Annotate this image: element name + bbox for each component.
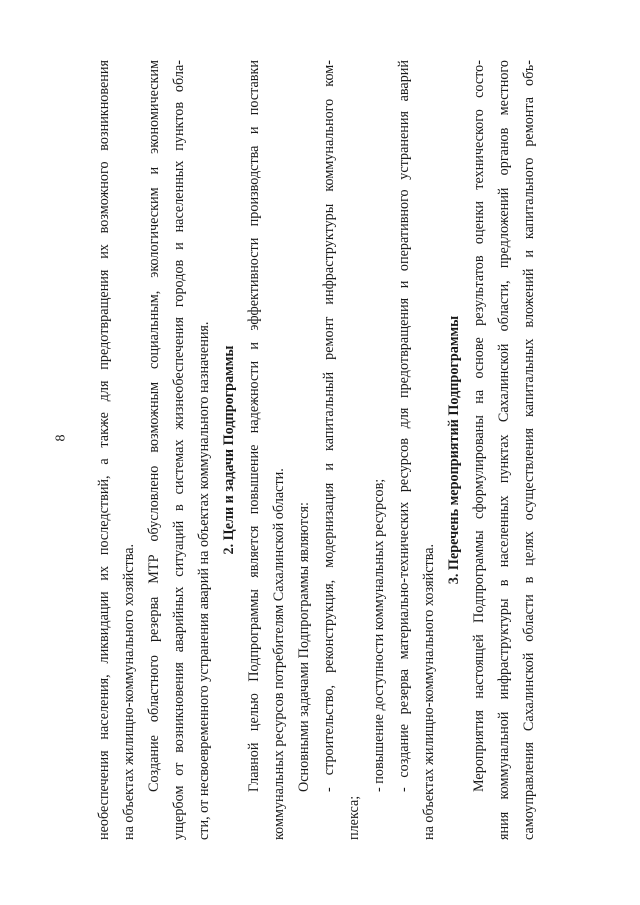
paragraph-line: ущербом от возникновения аварийных ситуаций в системах жизнеобеспечения городов и населенных пунктов обла- [171, 60, 187, 840]
list-item-line: - создание резерва материально-технических ресурсов для предотвращения и оперативного устранения аварий [396, 60, 412, 792]
list-item-line: на объектах жилищно-коммунального хозяйства. [421, 543, 437, 840]
paragraph-line: сти, от несвоевременного устранения аварий на объектах коммунального назначения. [196, 321, 212, 840]
list-item-line: плекса; [346, 795, 362, 840]
rotated-text-body [92, 60, 572, 840]
paragraph-line: коммунальных ресурсов потребителям Сахалинской области. [271, 468, 287, 840]
paragraph-line: Создание областного резерва МТР обусловлено возможным социальным, экологическим и экономическим [146, 60, 162, 792]
page-number: 8 [53, 434, 69, 442]
list-item-line: - повышение доступности коммунальных ресурсов; [371, 478, 387, 792]
paragraph-line: самоуправления Сахалинской области в целях осуществления капитальных вложений и капитального ремонта объ- [521, 60, 537, 840]
paragraph-line: яния коммунальной инфраструктуры в населенных пунктах Сахалинской области, предложений органов местного [496, 60, 512, 840]
list-item-line: - строительство, реконструкция, модернизация и капитальный ремонт инфраструктуры коммунального ком- [321, 60, 337, 792]
paragraph-line: Мероприятия настоящей Подпрограммы сформулированы на основе результатов оценки технического состо- [471, 60, 487, 792]
paragraph-line: Основными задачами Подпрограммы являются: [296, 502, 312, 792]
section-heading-goals: 2. Цели и задачи Подпрограммы [221, 345, 237, 555]
paragraph-line: необеспечения населения, ликвидации их последствий, а также для предотвращения их возможного возникновения [96, 60, 112, 840]
paragraph-line: Главной целью Подпрограммы является повышение надежности и эффективности производства и поставки [246, 60, 262, 792]
section-heading-measures: 3. Перечень мероприятий Подпрограммы [446, 315, 462, 585]
paragraph-line: на объектах жилищно-коммунального хозяйства. [121, 543, 137, 840]
